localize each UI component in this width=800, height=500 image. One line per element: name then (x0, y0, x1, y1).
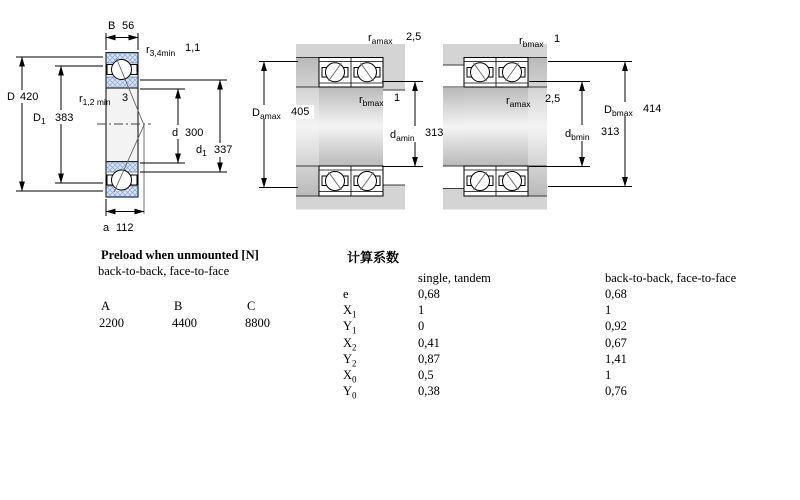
preload-value-b: 4400 (172, 316, 197, 330)
factors-rows (343, 287, 627, 400)
dim-value-Dbmax: 414 (643, 103, 662, 115)
factors-row-x2: $X_2$ 0,41 0,67 (343, 335, 627, 353)
housing-bottom (443, 196, 547, 210)
bearing-section-top (106, 53, 138, 89)
dim-label-ramax: $r_{amax}$ (368, 32, 393, 46)
shoulder-bottom-left (443, 189, 464, 197)
bearing-pair-top (319, 58, 383, 88)
shoulder-bottom-right (383, 185, 405, 196)
dim-label-D: D (7, 91, 15, 103)
shaft-left (443, 88, 464, 166)
factors-col-single-tandem: single, tandem (418, 271, 491, 285)
dim-damin (382, 82, 449, 167)
dim-label-d1: $d_1$ (196, 144, 207, 158)
preload-value-a: 2200 (99, 316, 124, 330)
shaft-left (296, 58, 319, 197)
preload-header-row (101, 299, 320, 314)
bearing-section-bottom (106, 162, 138, 198)
dim-value-damin: 313 (425, 127, 444, 139)
preload-value-row (99, 316, 320, 331)
dim-label-r34: $r_{3,4min}$ (146, 44, 176, 58)
bearing-pair-bottom (319, 166, 383, 196)
dim-label-B: B (108, 20, 116, 32)
factors-row-y1: $Y_1$ 0 0,92 (343, 319, 627, 336)
arrangement-figure-b (443, 33, 664, 210)
preload-subtitle: back-to-back, face-to-face (98, 264, 230, 278)
preload-col-b: B (174, 299, 183, 313)
factors-row-y2: $Y_2$ 0,87 1,41 (343, 351, 627, 369)
dim-value-ramax: 2,5 (545, 93, 561, 105)
preload-col-a: A (101, 299, 111, 313)
dim-value-ramax: 2,5 (406, 31, 422, 43)
preload-col-c: C (247, 299, 256, 313)
dim-Dbmax (548, 62, 664, 187)
preload-title: Preload when unmounted [N] (101, 248, 259, 262)
dim-value-r12: 3 (122, 92, 129, 104)
shaft-right (528, 58, 547, 197)
dim-r34 (146, 42, 200, 58)
dim-value-r34: 1,1 (185, 42, 201, 54)
dim-value-d: 300 (185, 127, 204, 139)
ball (112, 170, 132, 190)
arrangement-figure-a (250, 31, 449, 210)
dim-label-rbmax: $r_{bmax}$ (359, 94, 384, 108)
dim-label-dbmin: $d_{bmin}$ (565, 128, 590, 142)
dim-rbmax-b (519, 33, 560, 49)
factors-row-x1: $X_1$ 1 1 (343, 303, 612, 320)
dim-value-B: 56 (122, 20, 135, 32)
dim-value-D1: 383 (55, 112, 74, 124)
bearing-pair-bottom (464, 166, 528, 196)
dim-value-d1: 337 (214, 144, 233, 156)
dim-value-Damax: 405 (291, 106, 310, 118)
dim-label-r12: $r_{1,2 min}$ (79, 93, 111, 107)
dim-label-Dbmax: $D_{bmax}$ (604, 104, 633, 118)
dim-label-a: a (103, 222, 110, 234)
factors-row-x0: $X_0$ 0,5 1 (343, 367, 612, 385)
preload-value-c: 8800 (245, 316, 270, 330)
factors-row-e: e 0,68 0,68 (343, 287, 627, 301)
factors-row-y0: $Y_0$ 0,38 0,76 (343, 384, 627, 401)
factors-title: 计算系数 (347, 250, 400, 265)
dim-value-dbmin: 313 (601, 126, 620, 138)
shoulder-top-right (383, 58, 405, 91)
dim-label-rbmax: $r_{bmax}$ (519, 35, 544, 49)
dim-value-D: 420 (20, 91, 39, 103)
housing-top (296, 44, 405, 58)
dim-value-rbmax: 1 (394, 92, 401, 104)
preload-section (98, 248, 320, 331)
dim-a (103, 199, 144, 234)
dim-label-ramax: $r_{amax}$ (506, 95, 531, 109)
dim-label-d: d (172, 127, 179, 139)
single-bearing-cross-section (5, 20, 236, 234)
dim-ramax-a (368, 31, 421, 46)
housing-bottom (296, 196, 405, 210)
bearing-drawings (0, 0, 800, 242)
dim-value-a: 112 (116, 222, 134, 234)
dim-D1 (31, 66, 103, 183)
dim-label-damin: $d_{amin}$ (390, 129, 415, 143)
dim-label-D1: $D_1$ (33, 112, 46, 126)
dim-value-rbmax: 1 (554, 33, 561, 45)
dim-B (106, 20, 138, 50)
dim-label-Damax: $D_{amax}$ (252, 107, 281, 121)
bearing-pair-top (464, 58, 528, 88)
factors-col-back-to-back: back-to-back, face-to-face (605, 271, 737, 285)
shoulder-top-left (443, 58, 464, 66)
